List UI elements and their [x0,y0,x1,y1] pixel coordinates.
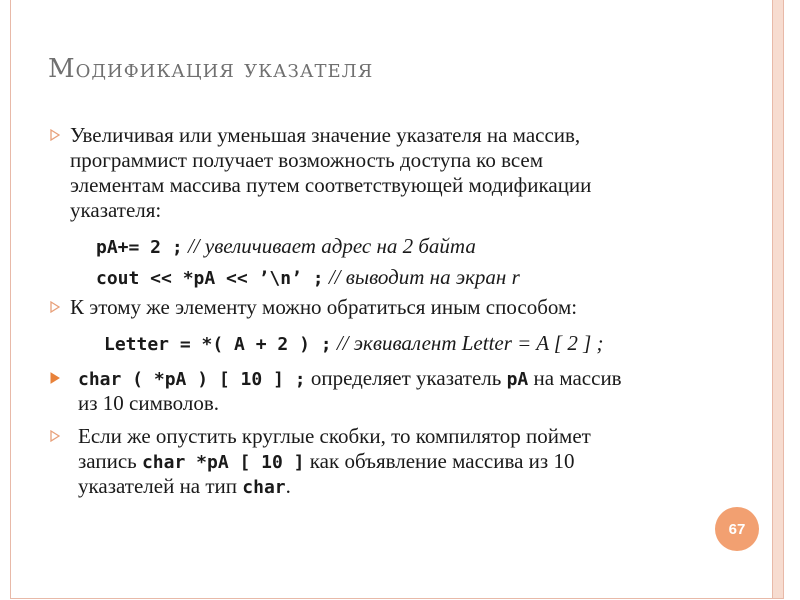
bullet-filled-icon [50,372,60,384]
code-2-statement: cout << *pA << ’\n’ ; [96,268,324,289]
bullet-3-text-a: определяет указатель [310,366,502,390]
code-3-comment: // эквивалент Letter = A [ 2 ] ; [336,331,604,355]
bullet-4-text-a: запись [78,449,137,473]
code-1-statement: pA+= 2 ; [96,237,183,258]
page-number: 67 [728,520,746,538]
bullet-4-text-c: указателей на тип [78,474,238,498]
bullet-4-line-2 [78,449,574,475]
bullet-outline-icon [50,301,60,313]
bullet-1-line-2: программист получает возможность доступа ко всем [70,148,544,172]
bullet-4-code: char *pA [ 10 ] [141,452,305,473]
bullet-outline-icon [50,129,60,141]
bullet-3-text-b: на массив [533,366,622,390]
bullet-4-line-1: Если же опустить круглые скобки, то компилятор поймет [78,424,591,448]
frame-right-band [772,0,784,598]
code-line-3 [104,331,604,357]
bullet-1-line-3: элементам массива путем соответствующей модификации [70,173,592,197]
bullet-3-code: char ( *pA ) [ 10 ] ; [78,369,306,390]
bullet-4-text-b: как объявление массива из 10 [309,449,575,473]
bullet-outline-icon [50,430,60,442]
bullet-3-line-2: из 10 символов. [78,391,220,415]
bullet-4-code-char: char [242,477,286,498]
code-3-statement: Letter = *( A + 2 ) ; [104,334,332,355]
bullet-1-line-1: Увеличивая или уменьшая значение указателя на массив, [70,123,581,147]
page-number-badge [715,507,759,551]
bullet-4-line-3 [78,474,291,500]
slide-title: Модификация указателя [48,54,374,84]
bullet-1-line-4: указателя: [70,198,162,222]
code-2-comment: // выводит на экран r [328,265,520,289]
bullet-3-code-b: pA [506,369,529,390]
code-line-2 [96,265,520,291]
bullet-2-text: К этому же элементу можно обратиться иным способом: [70,295,578,319]
code-1-comment: // увеличивает адрес на 2 байта [187,234,476,258]
code-line-1 [96,234,476,260]
bullet-4-period: . [285,474,291,498]
bullet-3-line-1 [78,366,622,392]
